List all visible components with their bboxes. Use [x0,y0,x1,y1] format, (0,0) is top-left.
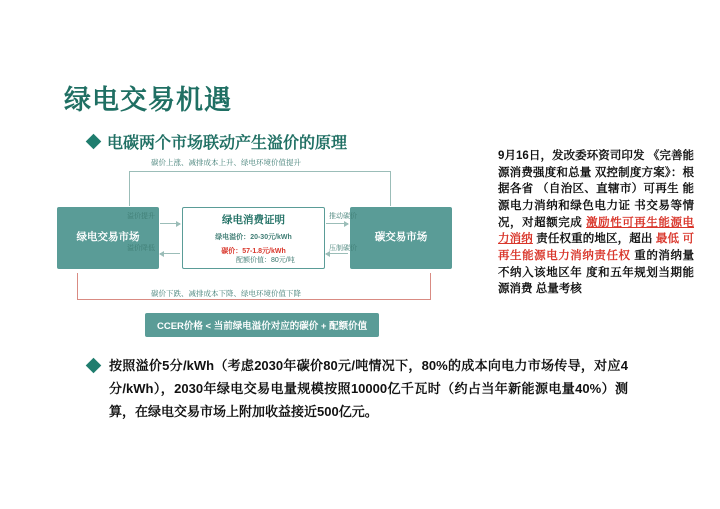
subtitle-row [88,130,347,153]
arrow-center-to-right-up [326,223,348,224]
policy-highlight-3: 可再生能源电力消纳责任权 [498,233,694,263]
page-title: 绿电交易机遇 [64,85,232,115]
top-connector-line [129,171,391,206]
subtitle: 电碳两个市场联动产生溢价的原理 [107,135,348,152]
arrow-left-to-center-up [160,223,180,224]
label-premium-up: 溢价提升 [127,213,155,220]
bottom-paragraph-row [88,355,628,423]
diamond-bullet-icon [86,134,102,150]
policy-highlight-2: 最低 [655,233,680,246]
center-node-title: 绿电消费证明 [222,214,285,226]
diagram [55,155,455,340]
node-carbon-market: 碳交易市场 [350,207,452,269]
arrow-center-to-left-down [160,253,180,254]
diagram-bottom-note: 碳价下跌、减排成本下降、绿电环境价值下降 [151,289,301,298]
arrow-right-to-center-down [326,253,348,254]
bottom-paragraph: 按照溢价5分/kWh（考虑2030年碳价80元/吨情况下，80%的成本向电力市场传导，对应4分/kWh），2030年绿电交易电量规模按照10000亿千瓦时（约占当年新能源电量40%）测算，在绿电交易市场上附加收益接近500亿元。 [109,358,628,419]
label-quota-value: 配额价值：80元/吨 [236,257,295,264]
center-node-line1: 绿电溢价：20-30元/kWh [215,233,292,241]
label-premium-down: 溢价降低 [127,245,155,252]
ccer-condition-box: CCER价格 < 当前绿电溢价对应的碳价 + 配额价值 [145,313,379,337]
feedback-loop-line [77,273,431,300]
diamond-bullet-icon-bottom [86,358,102,374]
policy-highlight-1: 激励性可再生能源电力消纳 [498,216,695,246]
label-suppress-carbon-price: 压制碳价 [329,245,357,252]
label-push-carbon-price: 推动碳价 [329,213,357,220]
diagram-top-note: 碳价上涨、减排成本上升、绿电环境价值提升 [151,158,301,167]
node-green-power-market: 绿电交易市场 [57,207,159,269]
policy-note-block: 9月16日，发改委环资司印发 《完善能源消费强度和总量 双控制度方案》：根据各省 （自治区、直辖市）可再生 能源电力消纳和绿色电力证 书交易等情况，对超额完成 激励性可再生能源电力消纳 责任权重的地区，超出 最低 可再生能源电力消纳责任权 重的消纳量不纳入该地区年 度和五年规划当期能源消费 总量考核 [498,150,695,296]
center-node-line2: 碳价：57-1.8元/kWh [221,247,286,255]
